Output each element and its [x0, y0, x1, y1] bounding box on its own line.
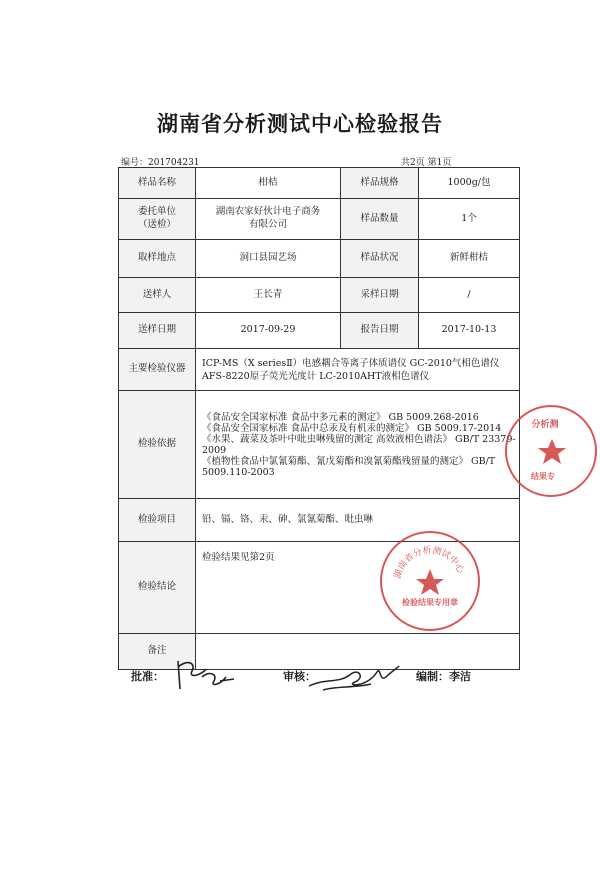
sampling-date-value: / — [419, 278, 520, 313]
edge-seal-label: 结果专 — [531, 471, 555, 481]
instruments-label: 主要检验仪器 — [119, 349, 196, 391]
send-date-label: 送样日期 — [119, 313, 196, 349]
seal-arc-path: 湖南省分析测试中心 — [393, 545, 466, 581]
report-date-label: 报告日期 — [341, 313, 419, 349]
instruments-line-1: ICP-MS（X seriesⅡ）电感耦合等离子体质谱仪 GC-2010气相色谱仪 — [202, 357, 500, 369]
review-label: 审核： — [283, 670, 316, 683]
client-value-line-2: 有限公司 — [248, 219, 287, 230]
conclusion-value: 检验结果见第2页 — [196, 542, 520, 634]
compile-label — [416, 668, 471, 684]
sample-spec-value: 1000g/包 — [419, 168, 520, 199]
approver-signature — [172, 657, 242, 693]
client-value-line-1: 湖南农家好伙计电子商务 — [215, 206, 321, 218]
inspection-seal — [380, 531, 480, 631]
star-icon — [416, 569, 444, 595]
table-row — [119, 349, 520, 391]
seal-label: 检验结果专用章 — [402, 597, 458, 607]
sample-qty-value: 1个 — [419, 199, 520, 240]
sample-name-value: 柑桔 — [196, 168, 341, 199]
basis-label: 检验依据 — [119, 391, 196, 499]
table-row — [119, 391, 520, 499]
compiler-name: 李洁 — [449, 670, 471, 683]
sender-value: 王长青 — [196, 278, 341, 313]
client-label-line-2: （送检） — [137, 219, 176, 230]
sample-status-label: 样品状况 — [341, 240, 419, 278]
edge-seal-arc-text: 分析测 — [531, 420, 559, 430]
table-row — [119, 240, 520, 278]
sampling-date-label: 采样日期 — [341, 278, 419, 313]
sample-spec-label: 样品规格 — [341, 168, 419, 199]
table-row — [119, 168, 520, 199]
page-info: 共2页 第1页 — [401, 158, 452, 168]
table-row — [119, 199, 520, 240]
sampling-place-label: 取样地点 — [119, 240, 196, 278]
report-date-value: 2017-10-13 — [419, 313, 520, 349]
sample-qty-label: 样品数量 — [341, 199, 419, 240]
items-value: 铅、镉、铬、汞、砷、氯氰菊酯、吡虫啉 — [196, 499, 520, 542]
items-label: 检验项目 — [119, 499, 196, 542]
reviewer-signature — [305, 660, 405, 696]
star-icon — [537, 437, 567, 467]
client-label — [119, 199, 196, 240]
instruments-value — [196, 349, 520, 391]
client-label-line-1: 委托单位 — [137, 206, 176, 218]
client-value — [196, 199, 341, 240]
sampling-place-value: 洞口县园艺场 — [196, 240, 341, 278]
table-row — [119, 313, 520, 349]
report-number: 编号：201704231 — [121, 158, 200, 168]
sample-status-value: 新鲜柑桔 — [419, 240, 520, 278]
seal-graphic — [382, 533, 478, 629]
standard-item: 《水果、蔬菜及茶叶中吡虫啉残留的测定 高效液相色谱法》 GB/T 23379-2009 — [202, 433, 516, 456]
report-title: 湖南省分析测试中心检验报告 — [157, 111, 443, 136]
standard-item: 《食品安全国家标准 食品中多元素的测定》 GB 5009.268-2016 — [202, 411, 479, 423]
edge-seal — [505, 405, 597, 497]
standard-item: 《植物性食品中氯氰菊酯、氰戊菊酯和溴氰菊酯残留量的测定》 GB/T 5009.110-2003 — [202, 455, 496, 478]
approve-label: 批准： — [131, 670, 164, 683]
sender-label: 送样人 — [119, 278, 196, 313]
instruments-line-2: AFS-8220原子荧光光度计 LC-2010AHT液相色谱仪 — [202, 370, 430, 382]
basis-value — [196, 391, 520, 499]
standard-item: 《食品安全国家标准 食品中总汞及有机汞的测定》 GB 5009.17-2014 — [202, 422, 502, 434]
compile-label-text: 编制： — [416, 670, 449, 683]
table-row — [119, 278, 520, 313]
conclusion-label: 检验结论 — [119, 542, 196, 634]
sample-name-label: 样品名称 — [119, 168, 196, 199]
send-date-value: 2017-09-29 — [196, 313, 341, 349]
remarks-label: 备注 — [119, 634, 196, 670]
